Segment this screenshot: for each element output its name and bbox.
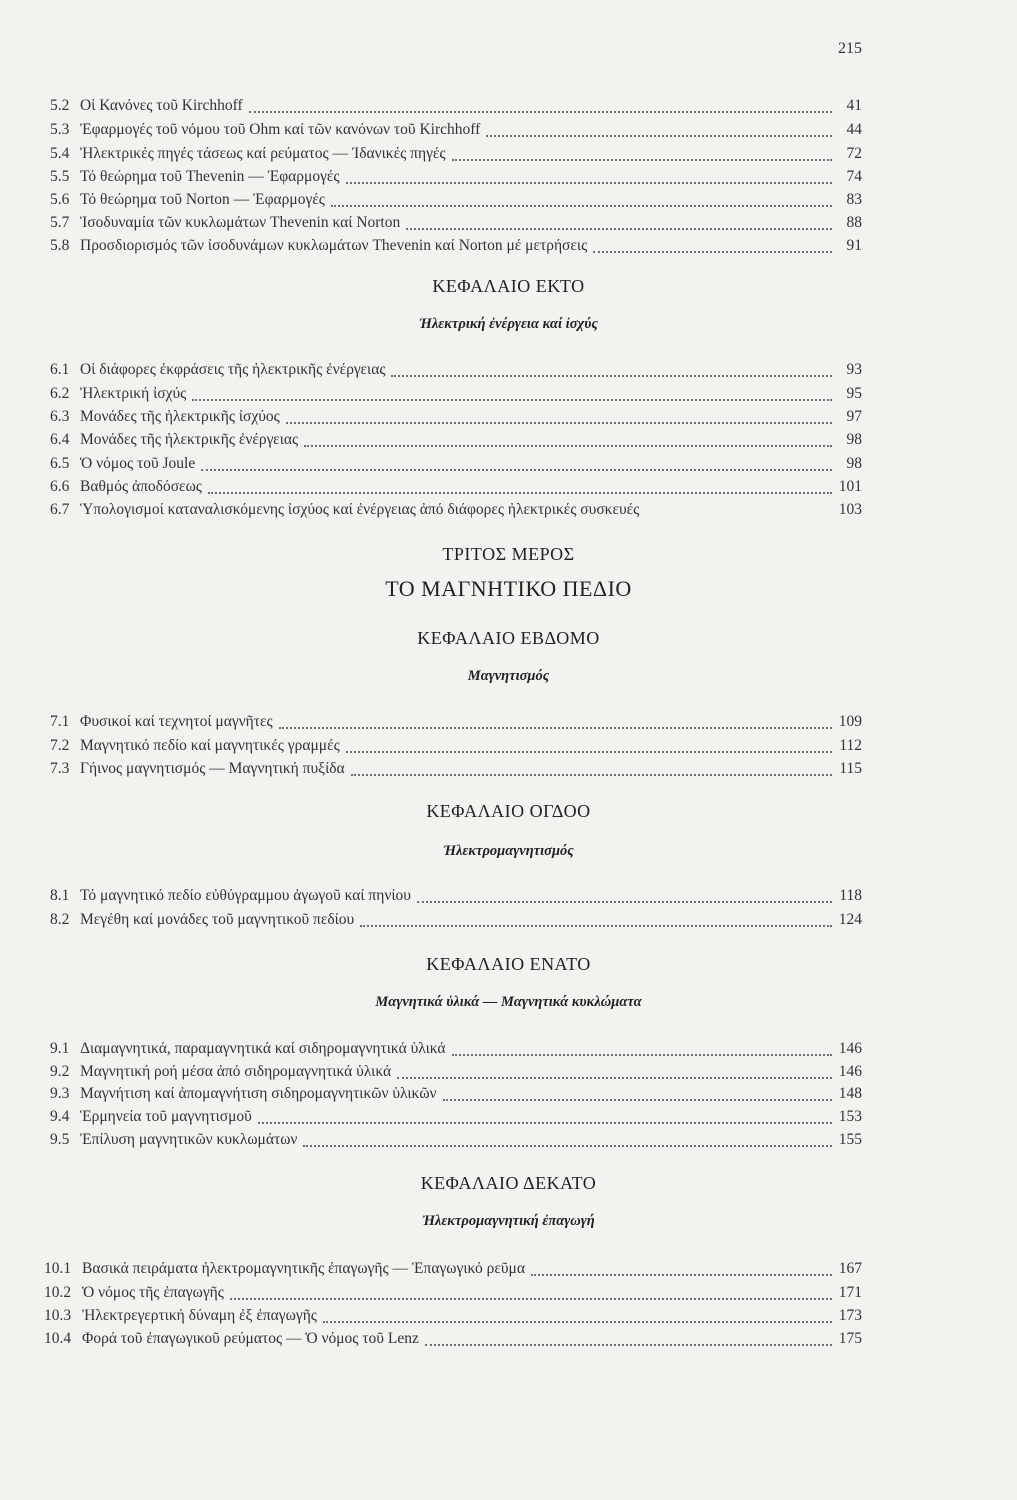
entry-number: 6.5 bbox=[50, 455, 70, 472]
entry-page-number: 83 bbox=[846, 191, 862, 208]
dot-leader bbox=[452, 1042, 832, 1056]
dot-leader bbox=[303, 1133, 832, 1147]
entry-title: Ὁ νόμος τοῦ Joule bbox=[80, 455, 196, 472]
entry-page-number: 146 bbox=[838, 1040, 862, 1057]
entry-number: 5.2 bbox=[50, 97, 70, 114]
entry-title: Μαγνήτιση καί ἀπομαγνήτιση σιδηρομαγνητικῶν ὑλικῶν bbox=[80, 1085, 437, 1102]
entry-number: 5.8 bbox=[50, 237, 70, 254]
chapter-subtitle: Μαγνητικά ὑλικά — Μαγνητικά κυκλώματα bbox=[375, 994, 642, 1010]
chapter-subtitle: Ἠλεκτρομαγνητισμός bbox=[443, 843, 574, 859]
entry-page-number: 153 bbox=[838, 1108, 862, 1125]
entry-page-number: 72 bbox=[846, 145, 862, 162]
page-number: 215 bbox=[838, 40, 862, 57]
dot-leader bbox=[351, 762, 832, 776]
entry-page-number: 97 bbox=[846, 408, 862, 425]
dot-leader bbox=[249, 99, 832, 113]
dot-leader bbox=[443, 1087, 832, 1101]
part-title: ΤΡΙΤΟΣ ΜΕΡΟΣ bbox=[442, 544, 575, 564]
chapter-subtitle: Ἠλεκτρική ἐνέργεια καί ἰσχύς bbox=[419, 316, 598, 332]
entry-number: 10.2 bbox=[44, 1284, 72, 1301]
entry-title: Ἠλεκτρικές πηγές τάσεως καί ρεύματος — Ἰδανικές πηγές bbox=[80, 145, 446, 162]
entry-title: Προσδιορισμός τῶν ἰσοδυνάμων κυκλωμάτων Thevenin καί Norton μέ μετρήσεις bbox=[80, 237, 588, 254]
dot-leader bbox=[531, 1262, 832, 1276]
entry-page-number: 44 bbox=[846, 121, 862, 138]
toc-entry bbox=[50, 736, 862, 756]
entry-number: 10.1 bbox=[44, 1260, 72, 1277]
toc-entry bbox=[50, 712, 862, 732]
entry-page-number: 171 bbox=[838, 1284, 862, 1301]
toc-entry bbox=[50, 190, 862, 210]
entry-number: 9.2 bbox=[50, 1063, 70, 1080]
toc-entry bbox=[50, 477, 862, 497]
toc-entry bbox=[50, 1062, 862, 1082]
entry-page-number: 167 bbox=[838, 1260, 862, 1277]
toc-entry bbox=[50, 910, 862, 930]
toc-entry bbox=[50, 407, 862, 427]
entry-number: 10.3 bbox=[44, 1307, 72, 1324]
entry-page-number: 103 bbox=[838, 501, 862, 518]
dot-leader bbox=[417, 889, 832, 903]
chapter-subtitle: Ἠλεκτρομαγνητική ἐπαγωγή bbox=[422, 1213, 595, 1229]
toc-entry bbox=[44, 1329, 862, 1349]
toc-entry bbox=[50, 886, 862, 906]
toc-entry bbox=[50, 96, 862, 116]
toc-entry bbox=[50, 236, 862, 256]
entry-page-number: 146 bbox=[838, 1063, 862, 1080]
entry-number: 6.3 bbox=[50, 408, 70, 425]
entry-page-number: 112 bbox=[839, 737, 862, 754]
dot-leader bbox=[230, 1286, 832, 1300]
entry-title: Ἐφαρμογές τοῦ νόμου τοῦ Ohm καί τῶν κανόνων τοῦ Kirchhoff bbox=[80, 121, 481, 138]
dot-leader bbox=[645, 504, 832, 516]
entry-number: 6.6 bbox=[50, 478, 70, 495]
entry-number: 6.2 bbox=[50, 385, 70, 402]
entry-page-number: 74 bbox=[846, 168, 862, 185]
toc-entry bbox=[50, 167, 862, 187]
dot-leader bbox=[323, 1309, 832, 1323]
entry-number: 8.1 bbox=[50, 887, 70, 904]
toc-entry bbox=[50, 213, 862, 233]
toc-entry bbox=[50, 1039, 862, 1059]
entry-page-number: 175 bbox=[838, 1330, 862, 1347]
entry-number: 7.1 bbox=[50, 713, 70, 730]
dot-leader bbox=[346, 170, 832, 184]
dot-leader bbox=[192, 387, 832, 401]
toc-entry bbox=[44, 1306, 862, 1326]
dot-leader bbox=[279, 715, 832, 729]
entry-number: 5.3 bbox=[50, 121, 70, 138]
dot-leader bbox=[304, 433, 832, 447]
entry-number: 6.4 bbox=[50, 431, 70, 448]
entry-page-number: 93 bbox=[846, 361, 862, 378]
entry-number: 9.1 bbox=[50, 1040, 70, 1057]
dot-leader bbox=[346, 739, 832, 753]
entry-page-number: 101 bbox=[838, 478, 862, 495]
chapter-title: ΚΕΦΑΛΑΙΟ ΟΓΔΟΟ bbox=[426, 801, 591, 821]
toc-entry bbox=[50, 360, 862, 380]
entry-number: 10.4 bbox=[44, 1330, 72, 1347]
dot-leader bbox=[406, 216, 832, 230]
toc-entry bbox=[50, 384, 862, 404]
entry-number: 7.3 bbox=[50, 760, 70, 777]
chapter-title: ΚΕΦΑΛΑΙΟ ΕΒΔΟΜΟ bbox=[417, 628, 600, 648]
entry-title: Οἱ διάφορες ἐκφράσεις τῆς ἠλεκτρικῆς ἐνέργειας bbox=[80, 361, 386, 378]
entry-title: Μαγνητικό πεδίο καί μαγνητικές γραμμές bbox=[80, 737, 340, 754]
dot-leader bbox=[397, 1065, 832, 1079]
entry-title: Τό θεώρημα τοῦ Thevenin — Ἐφαρμογές bbox=[80, 168, 340, 185]
entry-title: Ἰσοδυναμία τῶν κυκλωμάτων Thevenin καί Norton bbox=[80, 214, 401, 231]
chapter-title: ΚΕΦΑΛΑΙΟ ΕΝΑΤΟ bbox=[426, 954, 591, 974]
entry-title: Ἠλεκτρική ἰσχύς bbox=[80, 385, 187, 402]
chapter-title: ΚΕΦΑΛΑΙΟ ΔΕΚΑΤΟ bbox=[420, 1173, 597, 1193]
toc-entry bbox=[44, 1283, 862, 1303]
dot-leader bbox=[593, 239, 832, 253]
entry-page-number: 109 bbox=[838, 713, 862, 730]
entry-title: Ὁ νόμος τῆς ἐπαγωγῆς bbox=[82, 1284, 224, 1301]
toc-entry bbox=[50, 1107, 862, 1127]
entry-number: 5.5 bbox=[50, 168, 70, 185]
part-subtitle: ΤΟ ΜΑΓΝΗΤΙΚΟ ΠΕΔΙΟ bbox=[385, 576, 632, 601]
entry-page-number: 98 bbox=[846, 455, 862, 472]
dot-leader bbox=[452, 147, 832, 161]
entry-number: 6.7 bbox=[50, 501, 70, 518]
entry-title: Ἑρμηνεία τοῦ μαγνητισμοῦ bbox=[80, 1108, 252, 1125]
entry-number: 5.4 bbox=[50, 145, 70, 162]
entry-number: 8.2 bbox=[50, 911, 70, 928]
entry-title: Μονάδες τῆς ἠλεκτρικῆς ἰσχύος bbox=[80, 408, 280, 425]
dot-leader bbox=[331, 193, 832, 207]
entry-title: Ὑπολογισμοί καταναλισκόμενης ἰσχύος καί ἐνέργειας ἀπό διάφορες ἠλεκτρικές συσκευές bbox=[80, 501, 640, 518]
entry-title: Τό μαγνητικό πεδίο εὐθύγραμμου ἀγωγοῦ καί πηνίου bbox=[80, 887, 411, 904]
dot-leader bbox=[286, 410, 832, 424]
entry-page-number: 41 bbox=[846, 97, 862, 114]
entry-number: 9.4 bbox=[50, 1108, 70, 1125]
dot-leader bbox=[391, 363, 832, 377]
entry-page-number: 88 bbox=[846, 214, 862, 231]
toc-entry bbox=[50, 500, 862, 520]
toc-entry bbox=[50, 1084, 862, 1104]
entry-number: 5.7 bbox=[50, 214, 70, 231]
dot-leader bbox=[360, 913, 832, 927]
entry-title: Οἱ Κανόνες τοῦ Kirchhoff bbox=[80, 97, 243, 114]
entry-page-number: 148 bbox=[838, 1085, 862, 1102]
entry-title: Βαθμός ἀποδόσεως bbox=[80, 478, 202, 495]
entry-number: 9.3 bbox=[50, 1085, 70, 1102]
entry-number: 5.6 bbox=[50, 191, 70, 208]
entry-page-number: 155 bbox=[838, 1131, 862, 1148]
chapter-subtitle: Μαγνητισμός bbox=[467, 668, 550, 684]
dot-leader bbox=[486, 123, 832, 137]
entry-title: Βασικά πειράματα ἠλεκτρομαγνητικῆς ἐπαγωγῆς — Ἐπαγωγικό ρεῦμα bbox=[82, 1260, 525, 1277]
entry-title: Μεγέθη καί μονάδες τοῦ μαγνητικοῦ πεδίου bbox=[80, 911, 355, 928]
dot-leader bbox=[208, 480, 832, 494]
entry-page-number: 91 bbox=[846, 237, 862, 254]
toc-entry bbox=[50, 144, 862, 164]
entry-title: Ἐπίλυση μαγνητικῶν κυκλωμάτων bbox=[80, 1131, 298, 1148]
toc-entry bbox=[50, 454, 862, 474]
entry-title: Ἠλεκτρεγερτική δύναμη ἐξ ἐπαγωγῆς bbox=[82, 1307, 317, 1324]
entry-number: 9.5 bbox=[50, 1131, 70, 1148]
dot-leader bbox=[258, 1110, 832, 1124]
entry-page-number: 124 bbox=[838, 911, 862, 928]
entry-page-number: 173 bbox=[838, 1307, 862, 1324]
dot-leader bbox=[201, 457, 832, 471]
toc-entry bbox=[50, 120, 862, 140]
entry-title: Μαγνητική ροή μέσα ἀπό σιδηρομαγνητικά ὑλικά bbox=[80, 1063, 392, 1080]
entry-title: Τό θεώρημα τοῦ Norton — Ἐφαρμογές bbox=[80, 191, 325, 208]
entry-title: Διαμαγνητικά, παραμαγνητικά καί σιδηρομαγνητικά ὑλικά bbox=[80, 1040, 446, 1057]
toc-entry bbox=[50, 1130, 862, 1150]
entry-title: Φυσικοί καί τεχνητοί μαγνῆτες bbox=[80, 713, 273, 730]
dot-leader bbox=[425, 1332, 832, 1346]
toc-entry bbox=[44, 1259, 862, 1279]
toc-entry bbox=[50, 430, 862, 450]
entry-title: Μονάδες τῆς ἠλεκτρικῆς ἐνέργειας bbox=[80, 431, 299, 448]
entry-number: 7.2 bbox=[50, 737, 70, 754]
toc-entry bbox=[50, 759, 862, 779]
entry-title: Φορά τοῦ ἐπαγωγικοῦ ρεύματος — Ὁ νόμος τοῦ Lenz bbox=[82, 1330, 419, 1347]
entry-page-number: 118 bbox=[839, 887, 862, 904]
entry-page-number: 95 bbox=[846, 385, 862, 402]
entry-title: Γήινος μαγνητισμός — Μαγνητική πυξίδα bbox=[80, 760, 345, 777]
chapter-title: ΚΕΦΑΛΑΙΟ ΕΚΤΟ bbox=[432, 276, 585, 296]
entry-number: 6.1 bbox=[50, 361, 70, 378]
entry-page-number: 115 bbox=[839, 760, 862, 777]
entry-page-number: 98 bbox=[846, 431, 862, 448]
